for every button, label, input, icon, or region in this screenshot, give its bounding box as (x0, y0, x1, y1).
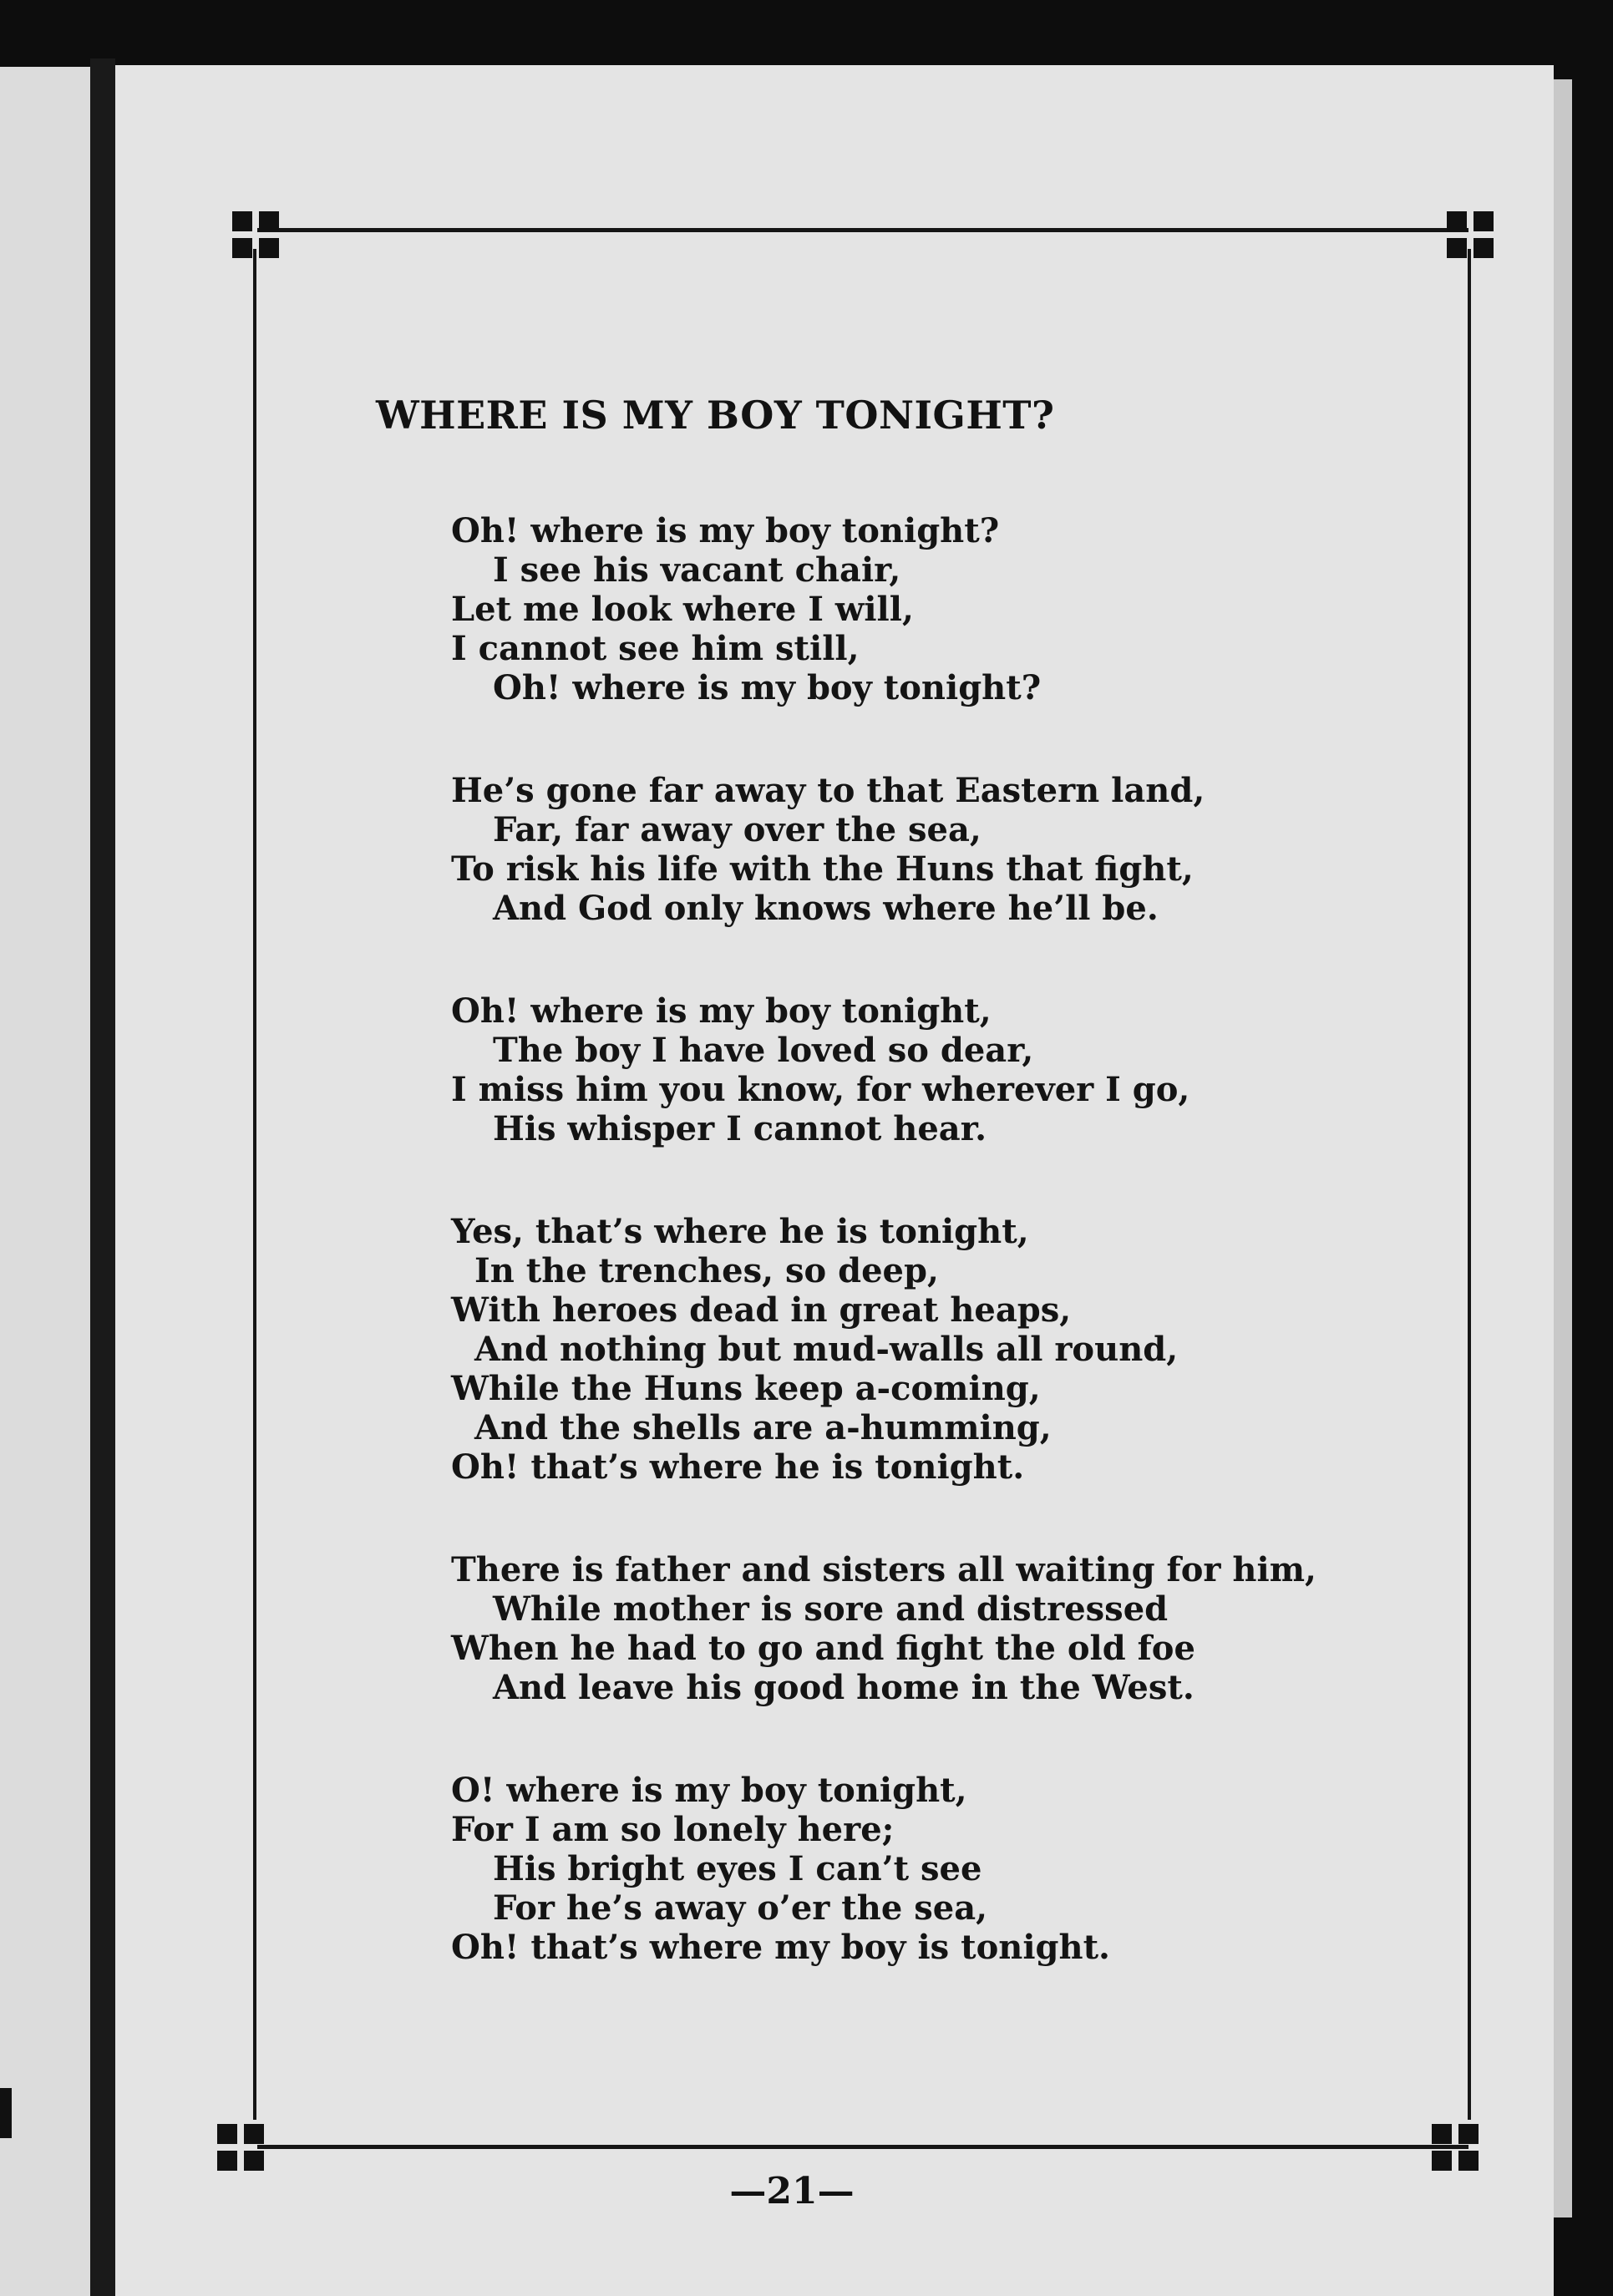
poem-line: For he’s away o’er the sea, (493, 1888, 988, 1928)
poem-line: Let me look where I will, (451, 590, 914, 629)
stanza (451, 1212, 1370, 1487)
stanza (451, 991, 1370, 1148)
poem-line: His bright eyes I can’t see (493, 1849, 982, 1888)
poem-line: With heroes dead in great heaps, (451, 1290, 1072, 1330)
facing-page-edge (0, 67, 90, 2296)
poem-line: There is father and sisters all waiting for him, (451, 1550, 1316, 1589)
poem-line: While the Huns keep a-coming, (451, 1369, 1041, 1408)
poem-line: I see his vacant chair, (493, 550, 901, 590)
poem-line: The boy I have loved so dear, (493, 1031, 1034, 1070)
corner-ornament-top-right (1447, 211, 1494, 258)
poem-line: And the shells are a-humming, (474, 1408, 1052, 1447)
poem-line: To risk his life with the Huns that fight, (451, 849, 1194, 889)
stanza (451, 1550, 1370, 1707)
poem-line: I miss him you know, for wherever I go, (451, 1070, 1190, 1109)
poem-line: Oh! where is my boy tonight, (451, 991, 992, 1031)
poem-line: And nothing but mud-walls all round, (474, 1330, 1179, 1369)
poem-line: Yes, that’s where he is tonight, (451, 1212, 1029, 1251)
book-gutter (90, 58, 115, 2296)
stanza (451, 771, 1370, 928)
poem-line: I cannot see him still, (451, 629, 860, 668)
poem-line: When he had to go and fight the old foe (451, 1629, 1195, 1668)
corner-ornament-bottom-left (217, 2124, 264, 2171)
poem-title: WHERE IS MY BOY TONIGHT? (376, 393, 1055, 438)
frame-left-rule (253, 249, 256, 2120)
poem-line: He’s gone far away to that Eastern land, (451, 771, 1205, 810)
poem-line: And God only knows where he’ll be. (493, 889, 1159, 928)
page-number: —21— (729, 2170, 855, 2212)
frame-bottom-rule (257, 2145, 1468, 2149)
poem-line: While mother is sore and distressed (493, 1589, 1169, 1629)
frame-right-rule (1468, 249, 1471, 2120)
poem-line: In the trenches, so deep, (474, 1251, 939, 1290)
corner-ornament-top-left (232, 211, 279, 258)
poem-line: Oh! that’s where he is tonight. (451, 1447, 1025, 1487)
poem-line: And leave his good home in the West. (493, 1668, 1195, 1707)
stanza (451, 1771, 1370, 1967)
poem-line: Far, far away over the sea, (493, 810, 981, 849)
poem-line: For I am so lonely here; (451, 1810, 895, 1849)
poem-line: His whisper I cannot hear. (493, 1109, 987, 1148)
stanza (451, 511, 1370, 707)
poem-body (451, 511, 1370, 2030)
poem-line: Oh! where is my boy tonight? (493, 668, 1042, 707)
facing-page-ornament (0, 2088, 12, 2138)
poem-line: Oh! where is my boy tonight? (451, 511, 1000, 550)
frame-top-rule (257, 228, 1468, 232)
corner-ornament-bottom-right (1432, 2124, 1479, 2171)
poem-line: O! where is my boy tonight, (451, 1771, 967, 1810)
poem-line: Oh! that’s where my boy is tonight. (451, 1928, 1110, 1967)
page-edge-shadow (1554, 79, 1572, 2217)
